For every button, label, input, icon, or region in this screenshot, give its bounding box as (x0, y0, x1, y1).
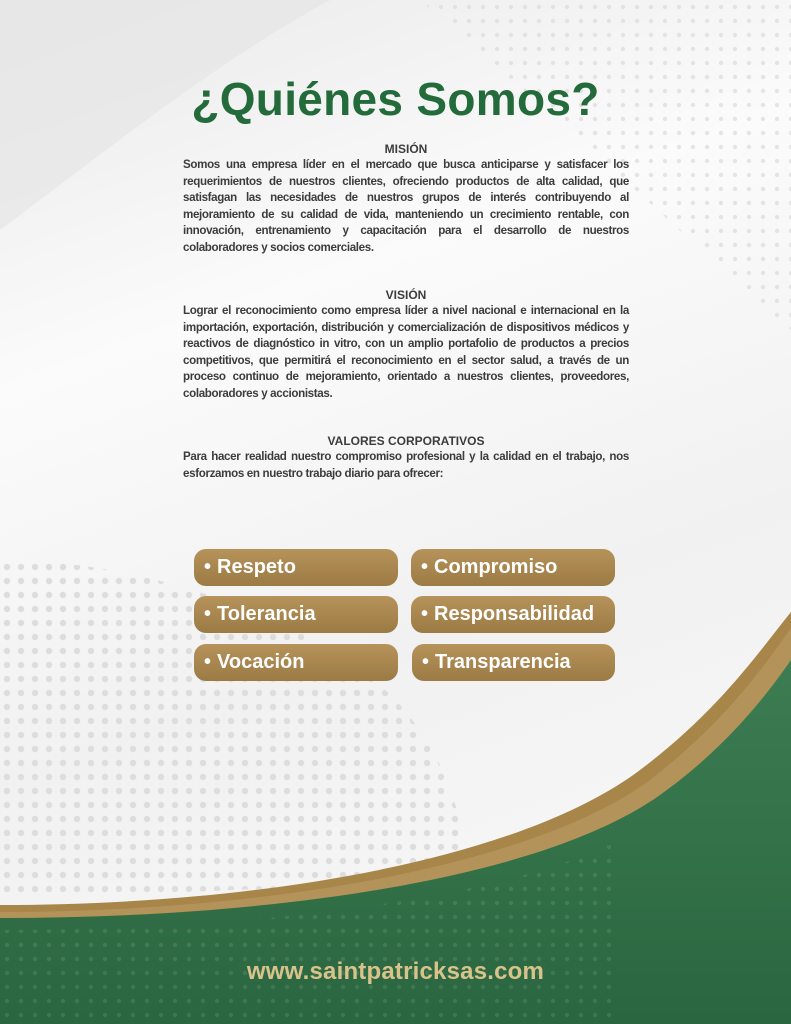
vision-heading: VISIÓN (385, 288, 427, 302)
value-label: Tolerancia (217, 603, 316, 625)
website-link[interactable]: www.saintpatricksas.com (246, 958, 545, 985)
bullet-icon: • (421, 556, 429, 578)
value-label: Transparencia (435, 651, 571, 673)
value-label: Compromiso (434, 556, 558, 578)
vision-section (183, 288, 629, 402)
bullet-icon: • (421, 603, 429, 625)
page-title: ¿Quiénes Somos? (191, 73, 600, 125)
vision-text: Lograr el reconocimiento como empresa líder a nivel nacional e internacional en la importación, exportación, distribución y comercialización de dispositivos médicos y reactivos de diagnóstico in vitro, con un amplio portafolio de productos a precios competitivos, que permitirá el reconocimiento en el sector salud, a través de un proceso continuo de mejoramiento, orientado a nuestros clientes, proveedores, colaboradores y accionistas. (183, 304, 629, 400)
bullet-icon: • (204, 651, 212, 673)
bullet-icon: • (204, 556, 212, 578)
value-pill-responsabilidad (411, 596, 615, 633)
value-pill-vocacion (194, 644, 398, 681)
value-pill-compromiso (411, 549, 615, 586)
value-label: Respeto (217, 556, 296, 578)
value-pill-tolerancia (194, 596, 398, 633)
value-pill-respeto (194, 549, 398, 586)
bullet-icon: • (204, 603, 212, 625)
value-pill-transparencia (412, 644, 615, 681)
valores-section (183, 434, 629, 482)
mision-heading: MISIÓN (384, 142, 428, 156)
mision-section (183, 142, 629, 256)
value-label: Vocación (217, 651, 305, 673)
mision-text: Somos una empresa líder en el mercado que busca anticiparse y satisfacer los requerimientos de nuestros clientes, ofreciendo productos de alta calidad, que satisfagan las necesidades de nuestros grupos de interés contribuyendo al mejoramiento de su calidad de vida, manteniendo un crecimiento rentable, con innovación, entrenamiento y capacitación para el desarrollo de nuestros colaboradores y socios comerciales. (183, 158, 629, 254)
value-label: Responsabilidad (434, 603, 595, 625)
bullet-icon: • (422, 651, 430, 673)
valores-text: Para hacer realidad nuestro compromiso profesional y la calidad en el trabajo, nos esforzamos en nuestro trabajo diario para ofrecer: (183, 450, 629, 480)
valores-heading: VALORES CORPORATIVOS (327, 434, 485, 448)
